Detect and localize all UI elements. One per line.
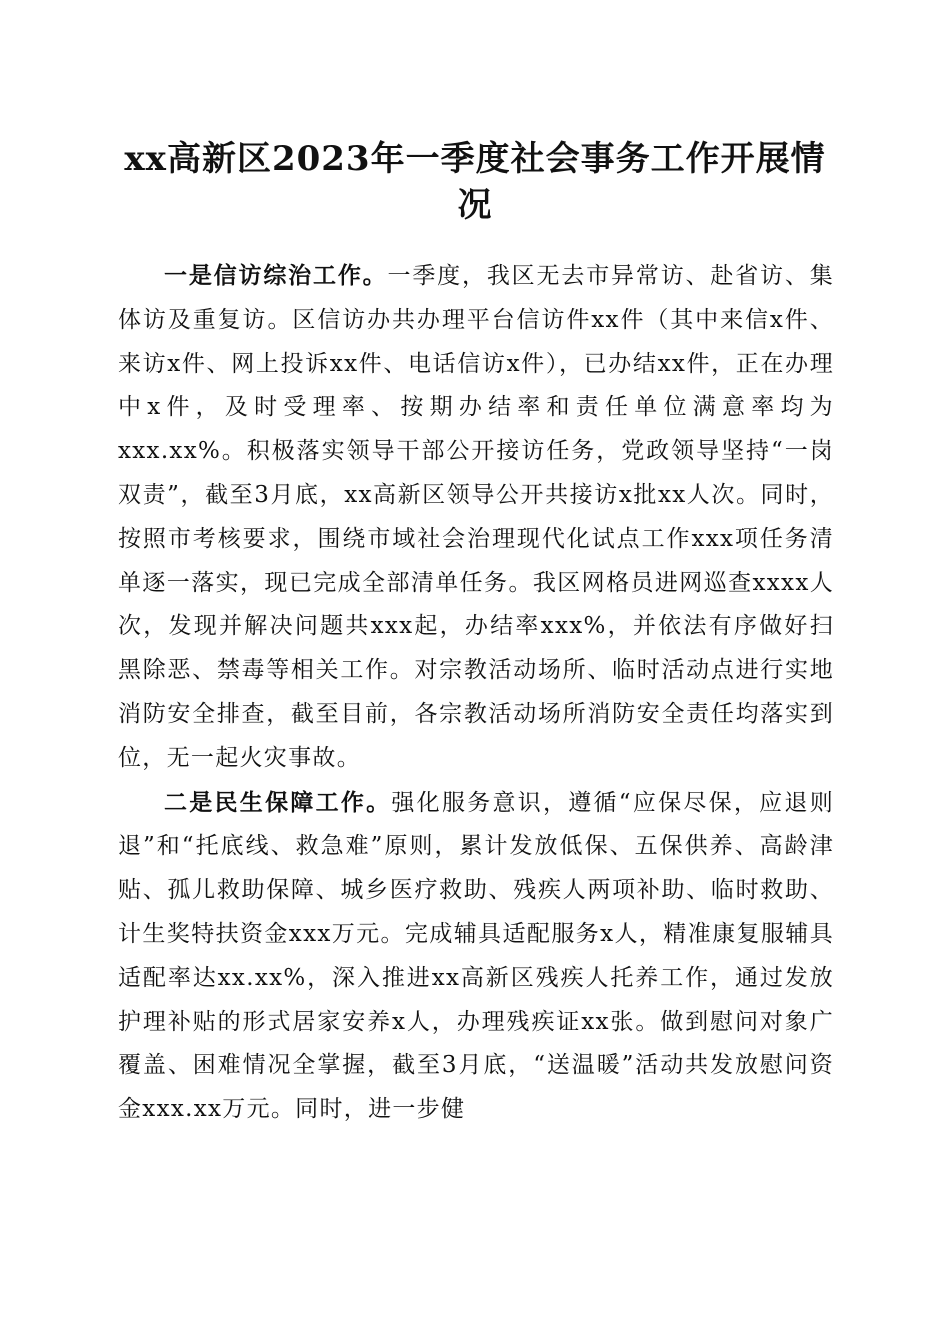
- paragraph-text: 强化服务意识，遵循“应保尽保，应退则退”和“托底线、救急难”原则，累计发放低保、五保供养、高龄津贴、孤儿救助保障、城乡医疗救助、残疾人两项补助、临时救助、计生奖特扶资金xxx万元。完成辅具适配服务x人，精准康复服辅具适配率达xx.xx%，深入推进xx高新区残疾人托养工作，通过发放护理补贴的形式居家安养x人，办理残疾证xx张。做到慰问对象广覆盖、困难情况全掌握，截至3月底，“送温暖”活动共发放慰问资金xxx.xx万元。同时，进一步健: [118, 789, 834, 1123]
- paragraph-lead: 一是信访综治工作。: [164, 262, 388, 289]
- paragraph-text: 一季度，我区无去市异常访、赴省访、集体访及重复访。区信访办共办理平台信访件xx件（其中来信x件、来访x件、网上投诉xx件、电话信访x件），已办结xx件，正在办理中x件，及时受理率、按期办结率和责任单位满意率均为xxx.xx%。积极落实领导干部公开接访任务，党政领导坚持“一岗双责”，截至3月底，xx高新区领导公开共接访x批xx人次。同时，按照市考核要求，围绕市域社会治理现代化试点工作xxx项任务清单逐一落实，现已完成全部清单任务。我区网格员进网巡查xxxx人次，发现并解决问题共xxx起，办结率xxx%，并依法有序做好扫黑除恶、禁毒等相关工作。对宗教活动场所、临时活动点进行实地消防安全排查，截至目前，各宗教活动场所消防安全责任均落实到位，无一起火灾事故。: [118, 263, 834, 771]
- paragraph-lead: 二是民生保障工作。: [164, 788, 392, 816]
- paragraph-petition-work: [118, 254, 834, 781]
- paragraph-livelihood-work: [118, 781, 834, 1132]
- document-body: [118, 254, 834, 1132]
- document-title: xx高新区2023年一季度社会事务工作开展情况: [124, 139, 826, 225]
